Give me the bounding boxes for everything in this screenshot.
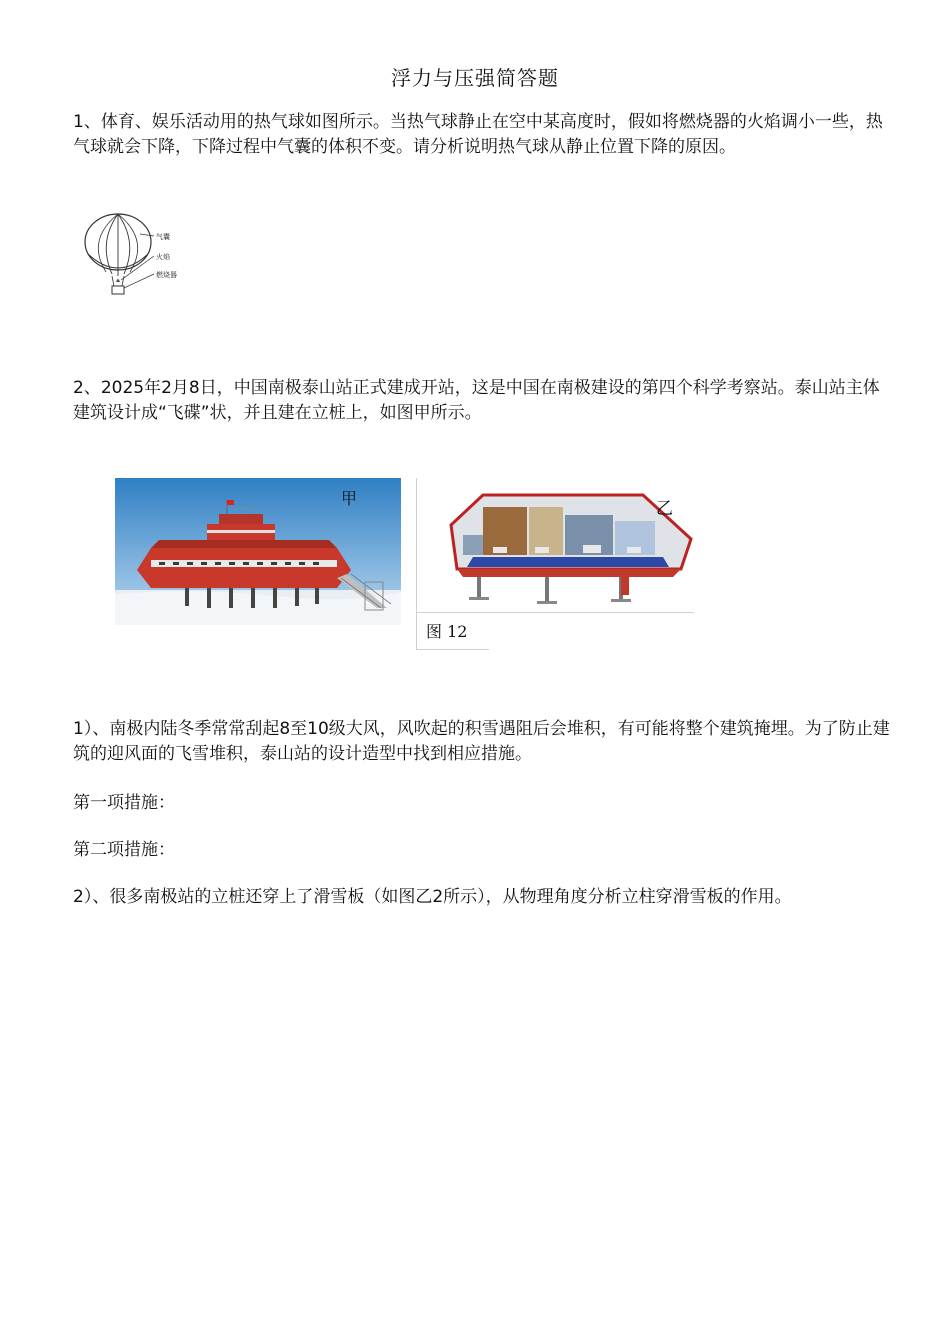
sub-question-2: 2）、很多南极站的立桩还穿上了滑雪板（如图乙2所示），从物理角度分析立柱穿滑雪板的作用。: [73, 887, 792, 907]
page-title: 浮力与压强简答题: [391, 66, 559, 90]
figure-label-jia: 甲: [341, 489, 358, 508]
figure-label-yi: 乙: [656, 499, 673, 519]
hot-air-balloon-diagram: [78, 212, 198, 304]
question-1-text: 1、体育、娱乐活动用的热气球如图所示。当热气球静止在空中某高度时，假如将燃烧器的火焰调小一些，热气球就会下降，下降过程中气囊的体积不变。请分析说明热气球从静止位置下降的原因。: [73, 112, 883, 157]
figure-caption: 图 12: [426, 622, 468, 641]
measure-1-label: 第一项措施：: [73, 793, 175, 813]
measure-2-label: 第二项措施：: [73, 840, 175, 860]
balloon-label-burner: 燃烧器: [156, 271, 177, 279]
balloon-label-envelope: 气囊: [156, 233, 170, 241]
balloon-label-flame: 火焰: [156, 253, 170, 261]
question-2-text: 2、2025年2月8日，中国南极泰山站正式建成开站，这是中国在南极建设的第四个科学考察站。泰山站主体建筑设计成“飞碟”状，并且建在立桩上，如图甲所示。: [73, 378, 880, 423]
sub-question-1: 1）、南极内陆冬季常常刮起8至10级大风，风吹起的积雪遇阻后会堆积，有可能将整个建筑掩埋。为了防止建筑的迎风面的飞雪堆积，泰山站的设计造型中找到相应措施。: [73, 719, 890, 764]
taishan-station-photo: [115, 478, 401, 625]
